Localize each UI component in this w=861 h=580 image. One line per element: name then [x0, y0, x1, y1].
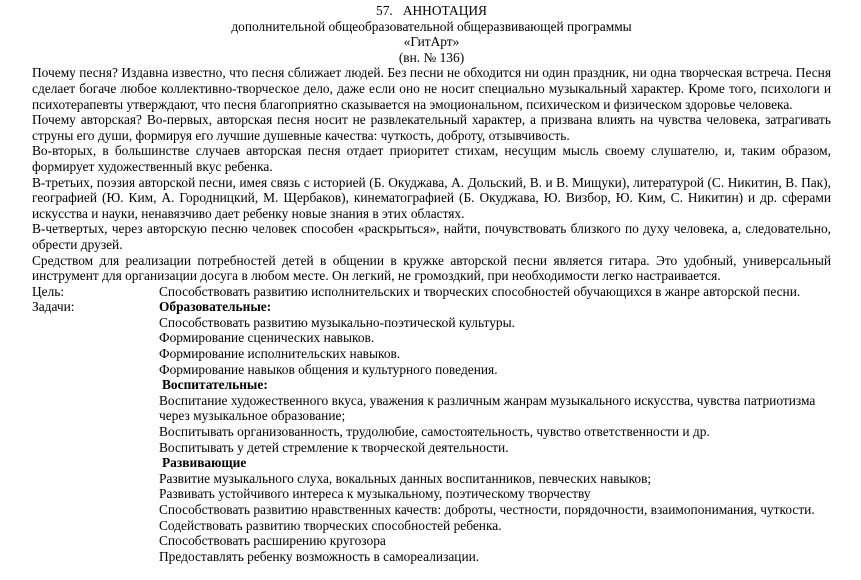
paragraph-secondly: Во-вторых, в большинстве случаев авторская песня отдает приоритет стихам, несущим мысль своему слушателю, и, таким образом, формирует художественный вкус ребенка. [32, 143, 831, 174]
list-item: Воспитывать организованность, трудолюбие, самостоятельность, чувство ответственности и др. [159, 424, 710, 440]
program-internal-number: (вн. № 136) [398, 49, 465, 65]
list-item: Предоставлять ребенку возможность в самореализации. [159, 548, 480, 564]
tasks-row [32, 299, 831, 315]
list-item: Способствовать развитию нравственных качеств: доброты, честности, порядочности, взаимопонимания, чуткости. [159, 502, 815, 517]
list-item: Формирование исполнительских навыков. [159, 346, 401, 362]
annotation-number: 57. [376, 3, 393, 18]
tasks-educational-heading: Образовательные: [159, 299, 272, 315]
list-item: Развивать устойчивого интереса к музыкальному, поэтическому творчеству [159, 486, 591, 502]
list-item: Формирование навыков общения и культурного поведения. [159, 361, 498, 377]
program-name: «ГитАрт» [403, 34, 460, 50]
tasks-upbringing-heading: Воспитательные: [162, 377, 268, 393]
tasks-upbringing-list [159, 393, 831, 455]
program-subtitle: дополнительной общеобразовательной общеразвивающей программы [231, 18, 632, 34]
annotation-title: АННОТАЦИЯ [402, 3, 487, 18]
list-item: Способствовать расширению кругозора [159, 533, 386, 549]
list-item: Развитие музыкального слуха, вокальных данных воспитанников, певческих навыков; [159, 470, 652, 486]
goal-row [32, 284, 831, 300]
list-item: Содействовать развитию творческих способностей ребенка. [159, 517, 502, 533]
paragraph-why-author-song: Почему авторская? Во-первых, авторская песня носит не развлекательный характер, а призвана влиять на чувства человека, затрагивать струны его души, формируя его лучшие душевные качества: чуткость, доброту, отзывчивость. [32, 112, 831, 143]
paragraph-guitar: Средством для реализации потребностей детей в общении в кружке авторской песни является гитара. Это удобный, универсальный инструмент для организации досуга в любом месте. Он легкий, не громоздкий, при необходимости легко настраивается. [32, 252, 831, 284]
tasks-developmental-heading: Развивающие [162, 455, 247, 471]
tasks-label: Задачи: [32, 299, 75, 315]
tasks-developmental-list [159, 471, 831, 565]
goal-text: Способствовать развитию исполнительских и творческих способностей обучающихся в жанре авторской песни. [159, 283, 801, 299]
paragraph-why-song: Почему песня? Издавна известно, что песня сближает людей. Без песни не обходится ни один праздник, ни одна творческая встреча. Песня сделает богаче любое коллективно-творческое дело, даже если оно не носит специально музыкальный характер. Кроме того, психологи и психотерапевты утверждают, что песня благоприятно сказывается на эмоциональном, психическом и физическом здоровье человека. [32, 65, 831, 112]
paragraph-fourthly: В-четвертых, через авторскую песню человек способен «раскрыться», найти, почувствовать близкого по духу человека, а, следовательно, обрести друзей. [32, 221, 831, 252]
document-heading [32, 3, 831, 19]
list-item: Формирование сценических навыков. [159, 330, 375, 346]
list-item: Способствовать развитию музыкально-поэтической культуры. [159, 314, 515, 330]
tasks-educational-list [159, 315, 831, 377]
list-item: Воспитывать у детей стремление к творческой деятельности. [159, 439, 509, 455]
list-item: Воспитание художественного вкуса, уважения к различным жанрам музыкального искусства, чувства патриотизма через музыкальное образование; [159, 392, 816, 424]
goal-label: Цель: [32, 283, 65, 299]
paragraph-thirdly: В-третьих, поэзия авторской песни, имея связь с историей (Б. Окуджава, А. Дольский, В. и В. Мищуки), литературой (С. Никитин, В. Пак), географией (Ю. Ким, А. Городницкий, М. Щербаков), кинематографией (Б. Окуджава, Ю. Визбор, Ю. Ким, С. Никитин) и др. сферами искусства и науки, ненавязчиво дает ребенку новые знания в этих областях. [32, 174, 831, 221]
